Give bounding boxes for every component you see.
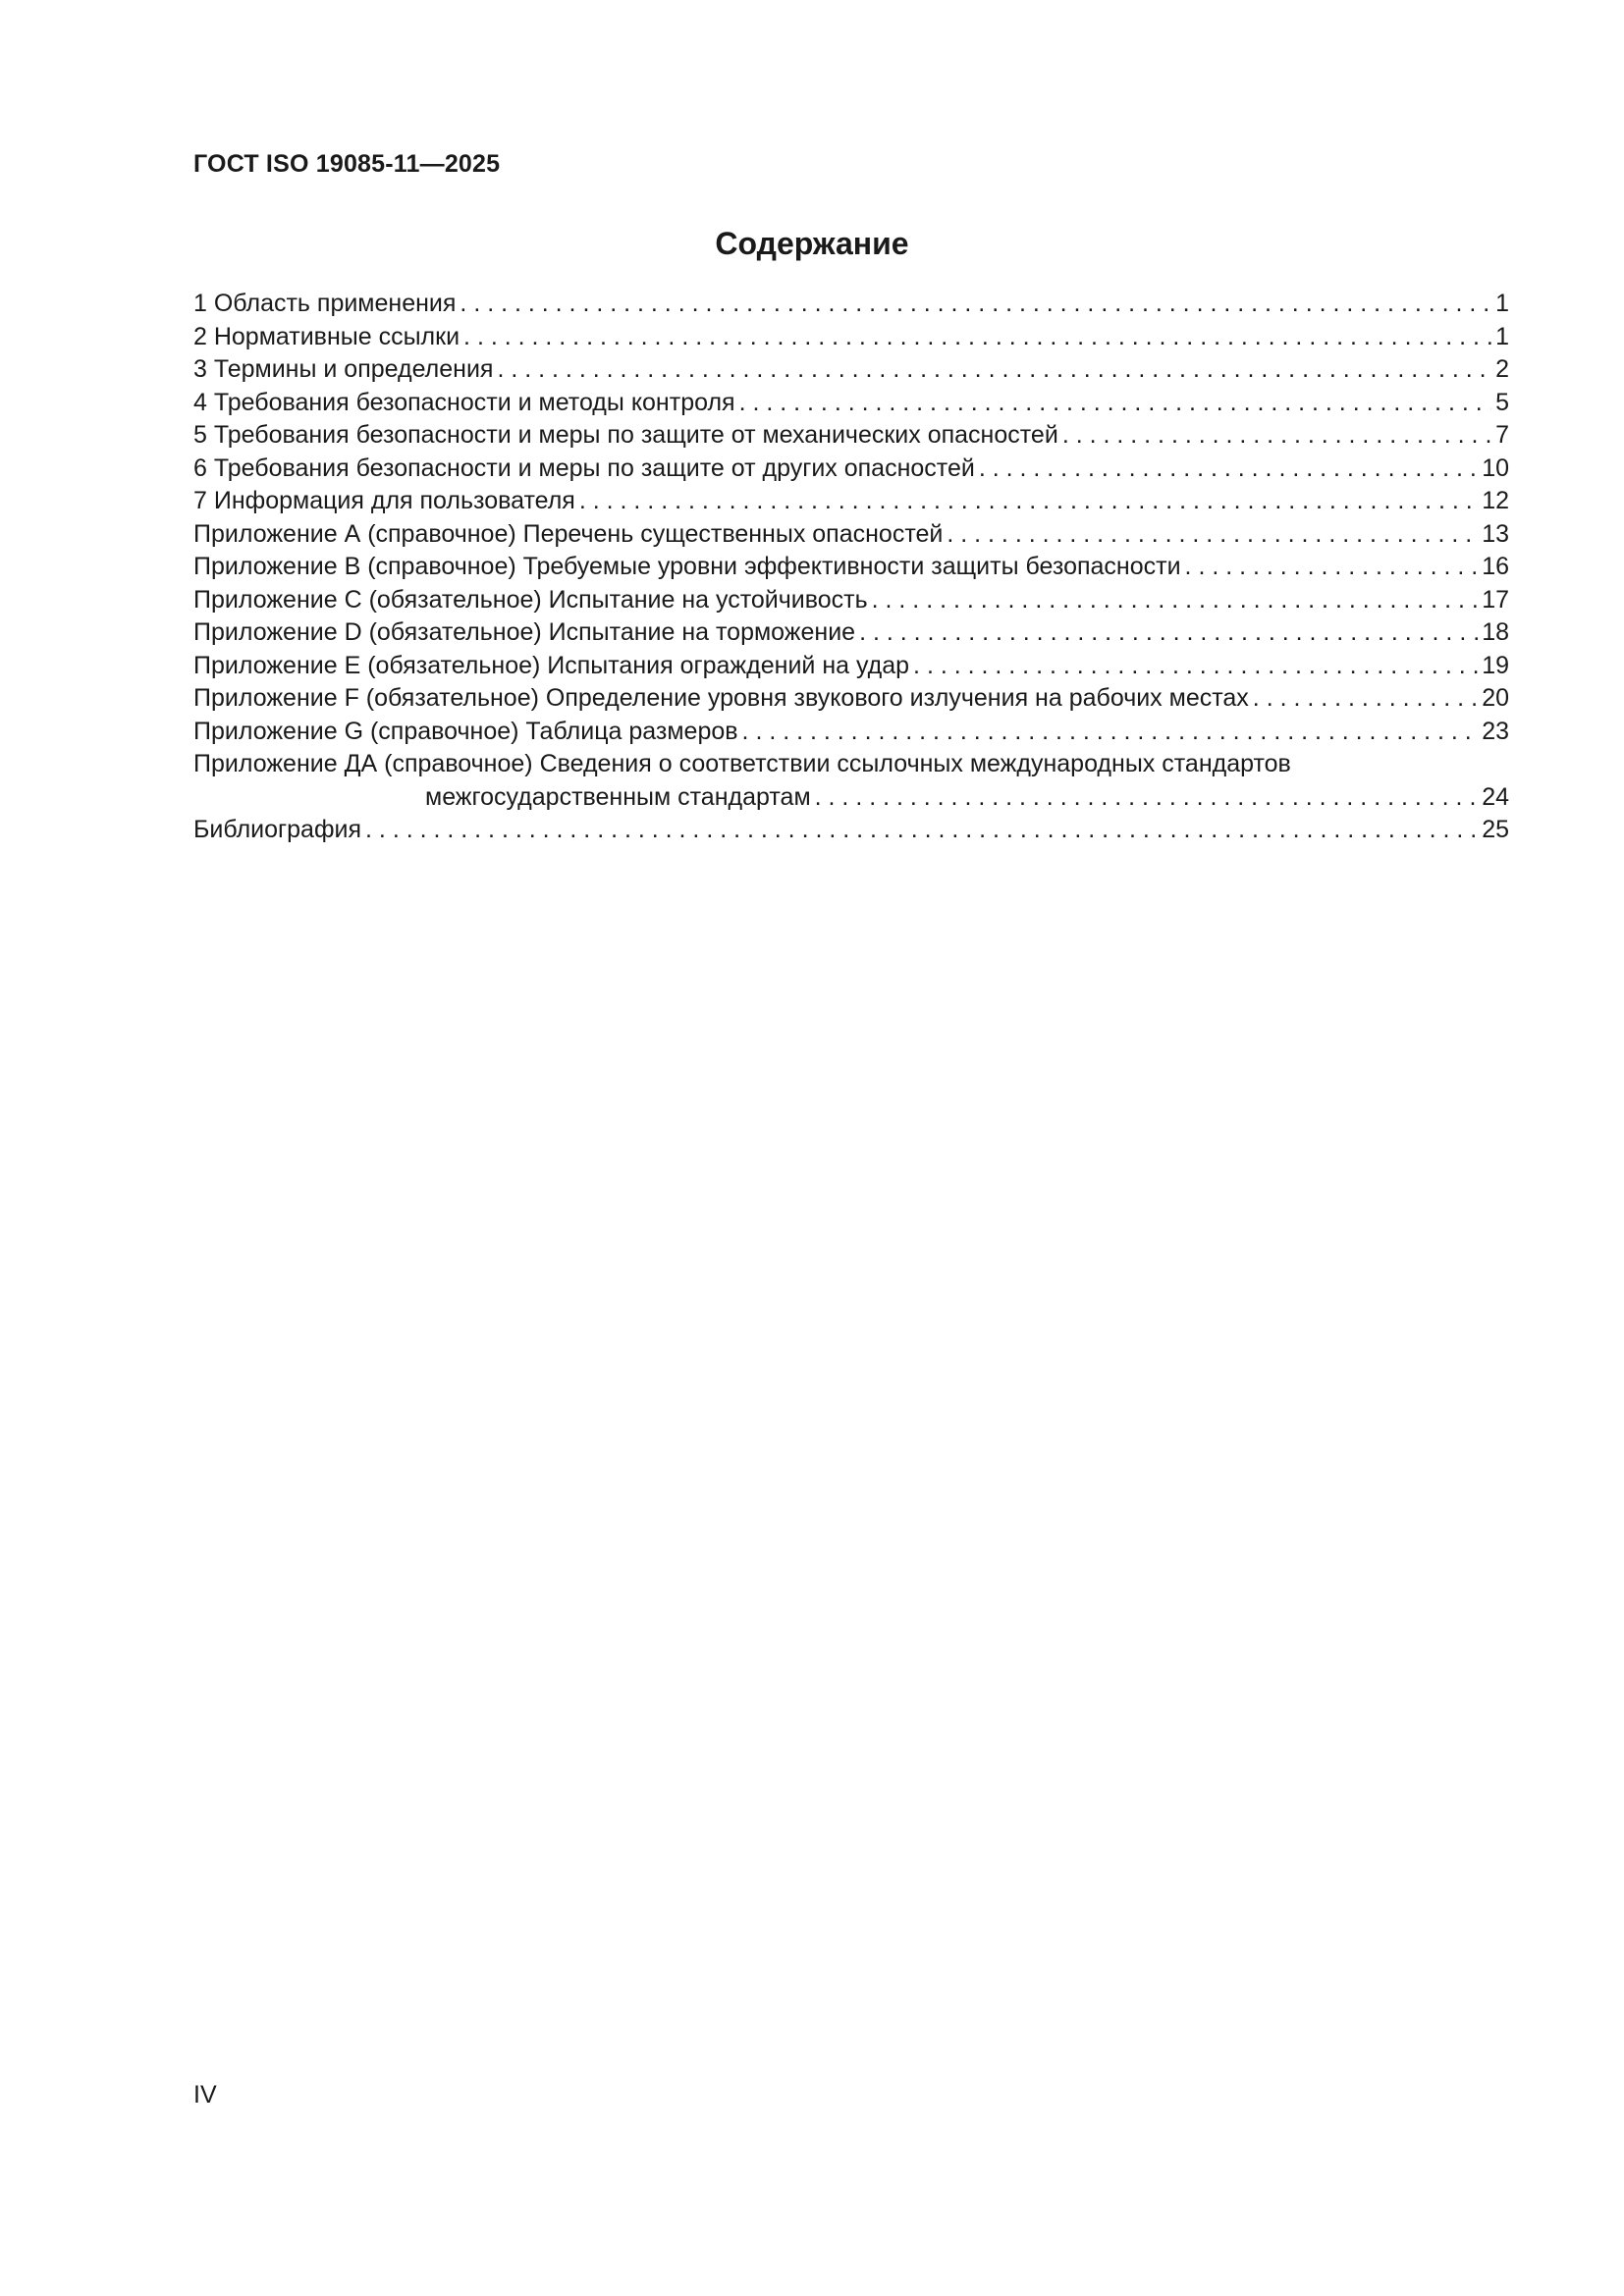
toc-item[interactable]: [193, 518, 1509, 552]
toc-leader: [463, 321, 1491, 354]
toc-item-title: 5 Требования безопасности и меры по защите от механических опасностей: [193, 421, 1058, 449]
toc-leader: [815, 781, 1479, 815]
toc-item-page: 10: [1482, 454, 1509, 482]
toc-leader: [579, 485, 1478, 518]
toc-item-title: Приложение А (справочное) Перечень существенных опасностей: [193, 519, 944, 548]
toc-item-title: 4 Требования безопасности и методы контроля: [193, 388, 735, 416]
document-id-header: ГОСТ ISO 19085-11—2025: [193, 150, 501, 178]
toc-leader: [460, 288, 1491, 321]
toc-item-page: 7: [1495, 421, 1509, 449]
toc-item-title: Приложение В (справочное) Требуемые уровни эффективности защиты безопасности: [193, 553, 1181, 580]
toc-leader: [365, 814, 1478, 847]
toc-leader: [979, 453, 1478, 486]
toc-item-page: 1: [1495, 290, 1509, 317]
toc-item-title: Приложение Е (обязательное) Испытания ограждений на удар: [193, 651, 910, 679]
toc-item-page: 2: [1495, 355, 1509, 383]
toc-item-title: 2 Нормативные ссылки: [193, 322, 460, 350]
toc-item-title: 6 Требования безопасности и меры по защите от других опасностей: [193, 454, 975, 482]
toc-item[interactable]: [193, 716, 1509, 749]
toc-item[interactable]: [193, 584, 1509, 617]
toc-item[interactable]: [193, 453, 1509, 486]
toc-item-title: Приложение G (справочное) Таблица размеров: [193, 717, 738, 745]
toc-item-title: Библиография: [193, 816, 362, 843]
toc-leader: [742, 716, 1479, 749]
toc-item-page: 1: [1495, 322, 1509, 350]
toc-item[interactable]: [193, 321, 1509, 354]
toc-leader: [859, 616, 1478, 650]
toc-leader: [947, 518, 1478, 552]
toc-item[interactable]: [193, 650, 1509, 683]
toc-leader: [1062, 419, 1491, 453]
toc-item-title: 7 Информация для пользователя: [193, 487, 575, 514]
toc-item-bibliography[interactable]: [193, 814, 1509, 847]
toc-item[interactable]: [193, 551, 1509, 584]
toc-item[interactable]: [193, 353, 1509, 387]
toc-item-page: 19: [1482, 651, 1509, 679]
toc-leader: [913, 650, 1478, 683]
toc-item-annex-da[interactable]: [193, 748, 1509, 814]
toc-item-title-line1: Приложение ДА (справочное) Сведения о соответствии ссылочных международных стандартов: [193, 750, 1291, 777]
toc-item-page: 5: [1495, 388, 1509, 416]
toc-item-continuation: [193, 781, 1509, 815]
toc-item-title: Приложение F (обязательное) Определение уровня звукового излучения на рабочих местах: [193, 684, 1249, 712]
toc-item-title-line2: межгосударственным стандартам: [425, 782, 811, 811]
toc-item-page: 25: [1482, 816, 1509, 843]
toc-item[interactable]: [193, 387, 1509, 420]
toc-leader: [497, 353, 1491, 387]
toc-item-title: 3 Термины и определения: [193, 355, 494, 383]
table-of-contents: [193, 288, 1509, 847]
toc-leader: [872, 584, 1479, 617]
toc-leader: [1185, 551, 1479, 584]
toc-item-page: 23: [1482, 717, 1509, 745]
toc-item-page: 18: [1482, 618, 1509, 646]
toc-item[interactable]: [193, 419, 1509, 453]
toc-item-title: 1 Область применения: [193, 290, 457, 317]
toc-item-title: Приложение С (обязательное) Испытание на устойчивость: [193, 585, 868, 614]
toc-item-page: 16: [1482, 553, 1509, 580]
toc-item[interactable]: [193, 485, 1509, 518]
toc-item-page: 24: [1482, 782, 1509, 811]
toc-item-title: Приложение D (обязательное) Испытание на торможение: [193, 618, 856, 646]
toc-item-page: 13: [1482, 519, 1509, 548]
toc-leader: [1253, 682, 1478, 716]
toc-item-page: 12: [1482, 487, 1509, 514]
page-number: IV: [193, 2081, 217, 2109]
toc-leader: [739, 387, 1492, 420]
toc-item[interactable]: [193, 288, 1509, 321]
toc-item-page: 17: [1482, 585, 1509, 614]
toc-item[interactable]: [193, 682, 1509, 716]
toc-title: Содержание: [715, 226, 909, 261]
toc-item-page: 20: [1482, 684, 1509, 712]
toc-item[interactable]: [193, 616, 1509, 650]
